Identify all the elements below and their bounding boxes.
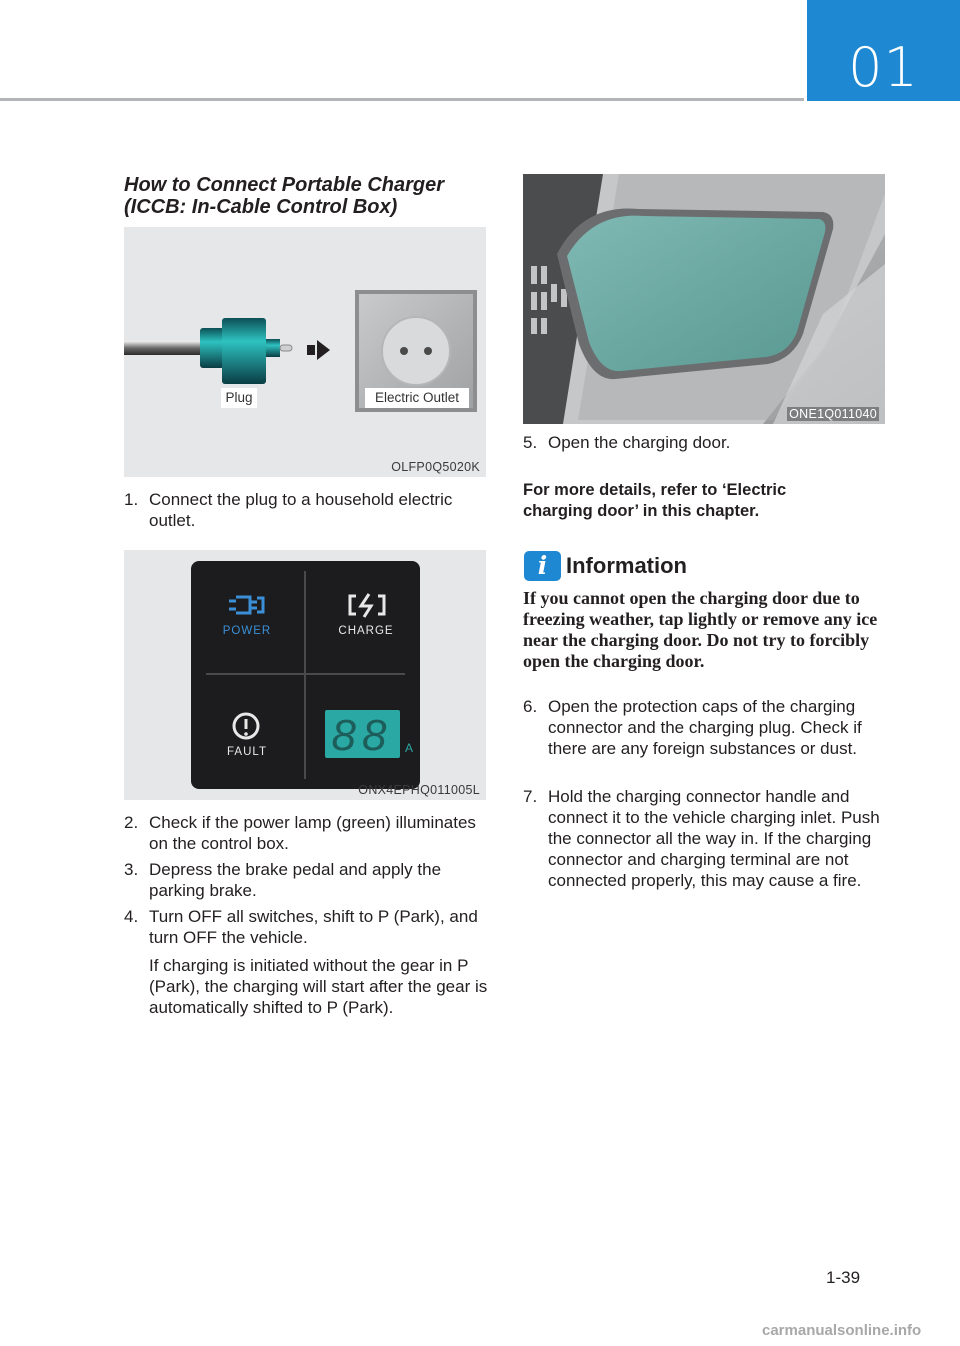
fault-label: FAULT bbox=[227, 746, 267, 758]
step-number: 5. bbox=[523, 433, 538, 452]
header-rule bbox=[0, 98, 804, 101]
figure-code: OLFP0Q5020K bbox=[391, 460, 480, 474]
step-number: 3. bbox=[124, 860, 139, 879]
figure-code: ONX4EPHQ011005L bbox=[358, 783, 480, 797]
step-note-text: If charging is initiated without the gear in P (Park), the charging will start after the gear is automatically shifted to P (Park). bbox=[149, 956, 488, 1017]
charging-door-figure bbox=[523, 174, 885, 424]
control-box-figure bbox=[124, 550, 486, 800]
step-number: 1. bbox=[124, 490, 139, 509]
watermark: carmanualsonline.info bbox=[762, 1322, 922, 1339]
plug-outlet-figure bbox=[124, 227, 486, 477]
step-1 bbox=[124, 489, 489, 531]
step-5 bbox=[523, 432, 888, 453]
chapter-number: 01 bbox=[848, 36, 919, 99]
step-text: Open the protection caps of the charging connector and the charging plug. Check if there are any foreign substances or dust. bbox=[548, 697, 862, 758]
step-number: 2. bbox=[124, 813, 139, 832]
step-4-note bbox=[124, 955, 489, 1018]
step-number: 4. bbox=[124, 907, 139, 926]
section-heading: How to Connect Portable Charger (ICCB: In-Cable Control Box) bbox=[124, 174, 445, 218]
plug-icon bbox=[124, 318, 292, 384]
step-text: Open the charging door. bbox=[548, 433, 731, 452]
plug-outlet-illustration bbox=[124, 227, 486, 477]
power-label: POWER bbox=[222, 625, 272, 637]
step-6 bbox=[523, 696, 888, 759]
step-text: Turn OFF all switches, shift to P (Park), and turn OFF the vehicle. bbox=[149, 907, 478, 947]
page-number: 1-39 bbox=[826, 1268, 861, 1287]
charging-door-illustration bbox=[523, 174, 885, 424]
step-3 bbox=[124, 859, 489, 901]
info-icon: i bbox=[524, 551, 561, 581]
plug-label: Plug bbox=[225, 390, 253, 405]
step-number: 6. bbox=[523, 697, 538, 716]
figure-code: ONE1Q011040 bbox=[789, 407, 877, 421]
outlet-label: Electric Outlet bbox=[374, 390, 460, 405]
current-unit: A bbox=[405, 741, 414, 755]
charge-label: CHARGE bbox=[338, 625, 394, 637]
step-text: Check if the power lamp (green) illuminates on the control box. bbox=[149, 813, 476, 853]
step-text: Connect the plug to a household electric outlet. bbox=[149, 490, 453, 530]
step-text: Hold the charging connector handle and connect it to the vehicle charging inlet. Push the connector all the way in. If the charging connector and charging terminal are not connected properly, this may cause a fire. bbox=[548, 787, 880, 890]
arrow-right-icon bbox=[307, 340, 330, 360]
info-title: Information bbox=[566, 553, 687, 578]
info-body: If you cannot open the charging door due to freezing weather, tap lightly or remove any ice near the charging door. Do not try to forcibly open the charging door. bbox=[523, 588, 878, 671]
step-text: Depress the brake pedal and apply the parking brake. bbox=[149, 860, 442, 900]
step-2 bbox=[124, 812, 489, 854]
step-4 bbox=[124, 906, 489, 948]
current-digits: 88 bbox=[331, 711, 393, 760]
control-box-illustration bbox=[124, 550, 486, 800]
step-7 bbox=[523, 786, 888, 891]
step-number: 7. bbox=[523, 787, 538, 806]
chapter-tab bbox=[807, 0, 960, 101]
details-note: For more details, refer to ‘Electric charging door’ in this chapter. bbox=[523, 481, 787, 520]
